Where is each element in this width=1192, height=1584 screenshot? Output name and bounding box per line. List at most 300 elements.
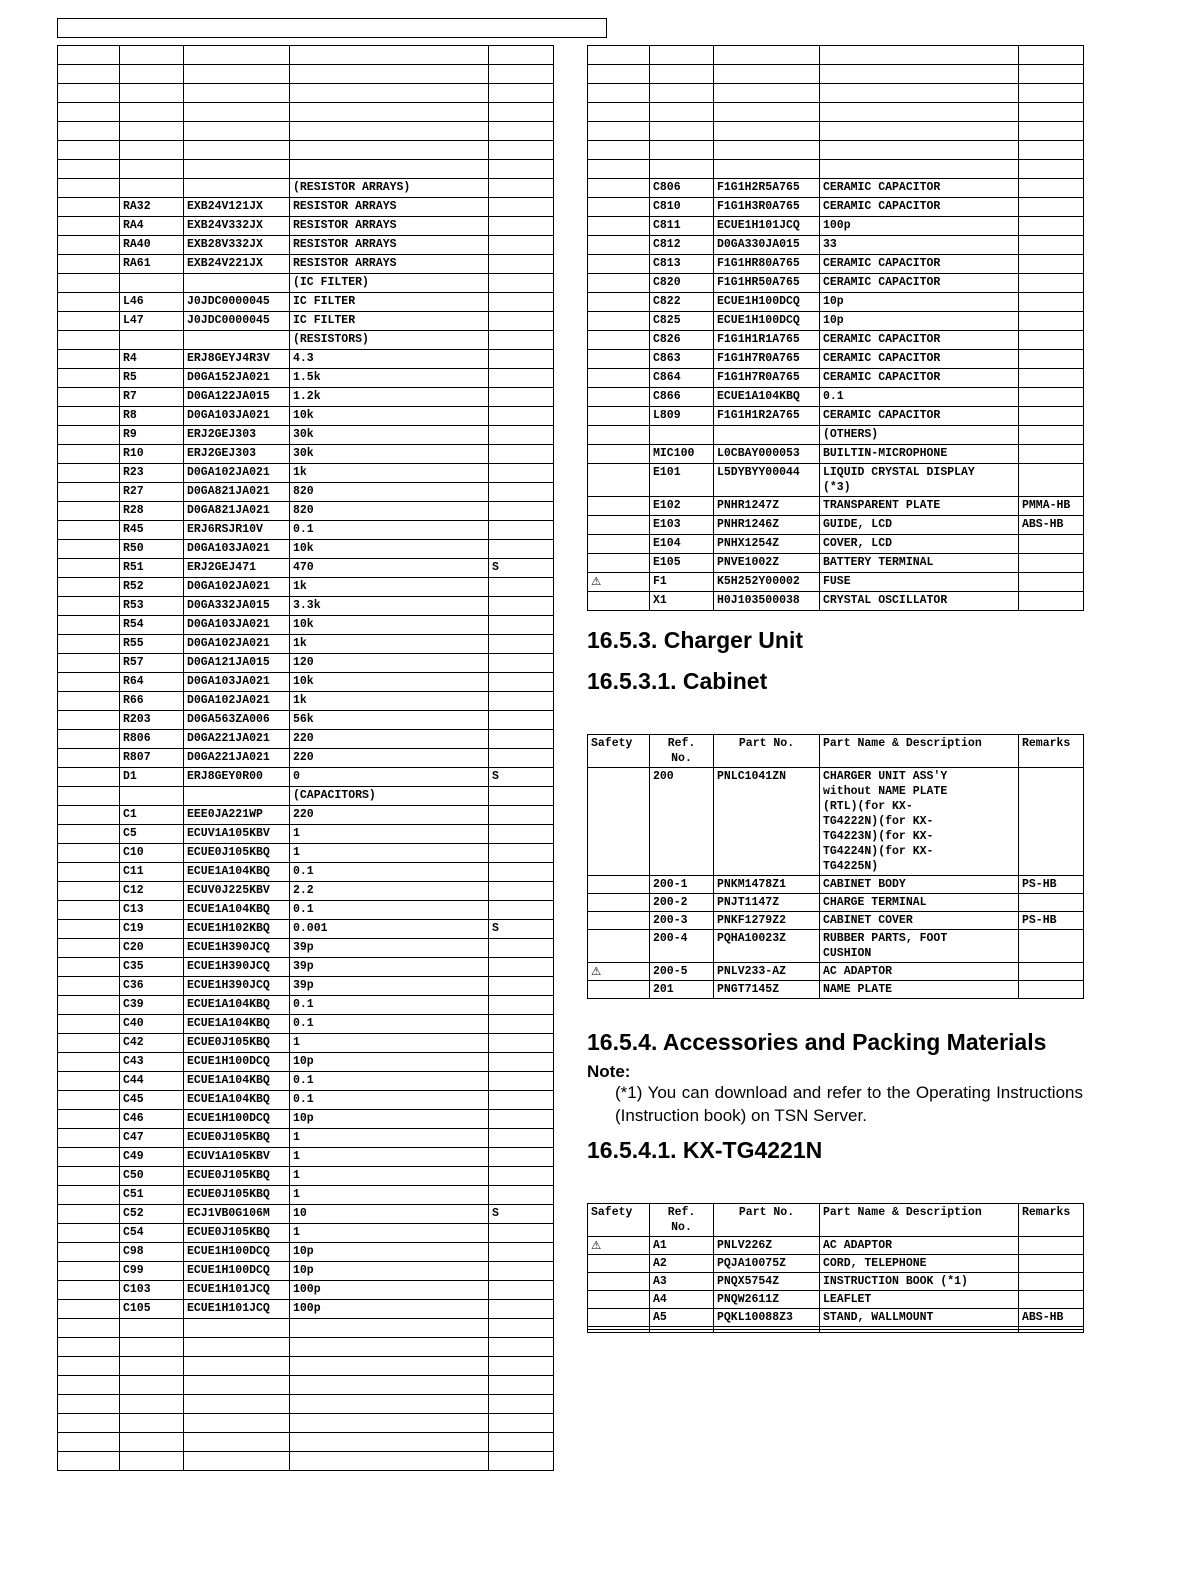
cell-ref-no: C45 <box>120 1091 184 1110</box>
cell-description: CHARGE TERMINAL <box>820 894 1019 912</box>
cell-ref-no <box>120 1452 184 1471</box>
cell-remarks <box>489 160 554 179</box>
cell-remarks <box>1019 930 1084 963</box>
cell-remarks <box>489 255 554 274</box>
cell-description: 0.1 <box>290 996 489 1015</box>
cell-safety: ⚠ <box>588 573 650 592</box>
cell-remarks <box>489 426 554 445</box>
cell-ref-no: C13 <box>120 901 184 920</box>
cell-remarks: PS-HB <box>1019 912 1084 930</box>
cell-part-no <box>184 160 290 179</box>
table-row <box>58 749 554 768</box>
cell-description: 1 <box>290 1186 489 1205</box>
cell-safety <box>58 1167 120 1186</box>
cell-remarks <box>489 654 554 673</box>
cell-description: (CAPACITORS) <box>290 787 489 806</box>
cell-remarks <box>489 1167 554 1186</box>
cell-description <box>290 46 489 65</box>
table-row <box>588 1273 1084 1291</box>
cell-safety <box>58 844 120 863</box>
cell-description: COVER, LCD <box>820 535 1019 554</box>
cell-safety <box>588 535 650 554</box>
cell-remarks <box>489 1395 554 1414</box>
cell-description: 100p <box>290 1281 489 1300</box>
cell-description: CABINET BODY <box>820 876 1019 894</box>
cell-ref-no <box>120 274 184 293</box>
cell-part-no: D0GA103JA021 <box>184 673 290 692</box>
cell-description: 470 <box>290 559 489 578</box>
cell-safety <box>58 597 120 616</box>
table-row <box>58 1376 554 1395</box>
cell-description: CERAMIC CAPACITOR <box>820 198 1019 217</box>
cell-remarks <box>489 46 554 65</box>
cell-ref-no: L47 <box>120 312 184 331</box>
cell-safety <box>58 1433 120 1452</box>
table-row <box>588 894 1084 912</box>
cell-safety <box>58 1319 120 1338</box>
table-row <box>588 274 1084 293</box>
cell-remarks <box>489 217 554 236</box>
cell-remarks <box>489 825 554 844</box>
cell-ref-no: C12 <box>120 882 184 901</box>
cell-description: RESISTOR ARRAYS <box>290 255 489 274</box>
cell-remarks <box>1019 217 1084 236</box>
table-row <box>58 616 554 635</box>
cell-remarks <box>1019 160 1084 179</box>
cell-safety <box>588 388 650 407</box>
cell-safety <box>588 160 650 179</box>
cell-description: 1 <box>290 1148 489 1167</box>
table-row <box>58 198 554 217</box>
cell-safety <box>58 882 120 901</box>
table-row <box>58 407 554 426</box>
note-text: (*1) You can download and refer to the Operating Instructions (Instruction book) on TSN Server. <box>615 1083 1083 1125</box>
cell-description: 10p <box>290 1053 489 1072</box>
cell-safety <box>58 616 120 635</box>
table-row <box>58 730 554 749</box>
cell-description: 1.2k <box>290 388 489 407</box>
table-row <box>588 84 1084 103</box>
cell-ref-no: R54 <box>120 616 184 635</box>
cell-part-no: EXB28V332JX <box>184 236 290 255</box>
cell-remarks <box>1019 350 1084 369</box>
cell-safety <box>58 1053 120 1072</box>
cell-description: 220 <box>290 749 489 768</box>
cell-safety <box>58 635 120 654</box>
cell-part-no: D0GA102JA021 <box>184 692 290 711</box>
cell-remarks <box>489 483 554 502</box>
cell-remarks <box>489 844 554 863</box>
cell-part-no: ECUE1A104KBQ <box>184 996 290 1015</box>
cell-remarks <box>489 597 554 616</box>
table-row <box>58 122 554 141</box>
cell-part-no <box>714 65 820 84</box>
table-row <box>58 882 554 901</box>
cell-remarks <box>1019 407 1084 426</box>
table-row <box>58 1110 554 1129</box>
table-row <box>58 635 554 654</box>
table-row <box>58 844 554 863</box>
cell-description: 30k <box>290 445 489 464</box>
cell-remarks <box>489 293 554 312</box>
cell-remarks <box>1019 103 1084 122</box>
cell-part-no: F1G1H7R0A765 <box>714 350 820 369</box>
cell-remarks <box>1019 981 1084 999</box>
table-row <box>58 445 554 464</box>
table-row <box>58 1186 554 1205</box>
cell-remarks <box>489 1319 554 1338</box>
table-row <box>58 559 554 578</box>
cell-safety <box>58 1034 120 1053</box>
cell-safety <box>58 369 120 388</box>
cell-remarks <box>1019 198 1084 217</box>
table-row <box>58 1414 554 1433</box>
cell-safety <box>588 274 650 293</box>
cell-safety <box>588 894 650 912</box>
cell-description <box>290 84 489 103</box>
cell-ref-no: E102 <box>650 497 714 516</box>
cell-part-no: ERJ6RSJR10V <box>184 521 290 540</box>
cell-ref-no: C35 <box>120 958 184 977</box>
cell-part-no: ECUE1H100DCQ <box>184 1262 290 1281</box>
cell-description: CABINET COVER <box>820 912 1019 930</box>
cell-remarks <box>1019 331 1084 350</box>
cell-remarks <box>489 977 554 996</box>
cell-description <box>820 103 1019 122</box>
cell-ref-no: R66 <box>120 692 184 711</box>
cell-ref-no <box>120 1338 184 1357</box>
cell-ref-no: R203 <box>120 711 184 730</box>
cell-part-no <box>184 84 290 103</box>
cell-ref-no <box>650 1330 714 1333</box>
cell-safety <box>58 977 120 996</box>
cell-part-no: L5DYBYY00044 <box>714 464 820 497</box>
cell-safety <box>58 312 120 331</box>
cell-description: LIQUID CRYSTAL DISPLAY (*3) <box>820 464 1019 497</box>
cell-safety <box>588 592 650 611</box>
cell-remarks <box>1019 369 1084 388</box>
cell-ref-no: R51 <box>120 559 184 578</box>
cell-ref-no: E105 <box>650 554 714 573</box>
cell-remarks <box>489 198 554 217</box>
col-header-part-no: Part No. <box>714 1204 820 1237</box>
cell-ref-no: C51 <box>120 1186 184 1205</box>
cell-description: IC FILTER <box>290 293 489 312</box>
cell-safety <box>58 1129 120 1148</box>
cell-safety <box>588 426 650 445</box>
cell-description: 0 <box>290 768 489 787</box>
cell-remarks <box>489 502 554 521</box>
cell-safety <box>58 1072 120 1091</box>
cell-part-no: F1G1HR50A765 <box>714 274 820 293</box>
cell-safety <box>58 122 120 141</box>
cell-safety <box>588 198 650 217</box>
cell-ref-no <box>650 84 714 103</box>
cell-remarks <box>1019 255 1084 274</box>
cell-safety <box>588 445 650 464</box>
cell-ref-no <box>120 84 184 103</box>
cell-remarks <box>489 901 554 920</box>
cell-remarks <box>489 369 554 388</box>
cell-remarks: S <box>489 559 554 578</box>
table-row <box>58 179 554 198</box>
cell-part-no: D0GA103JA021 <box>184 540 290 559</box>
table-row <box>58 426 554 445</box>
cell-remarks <box>1019 573 1084 592</box>
cell-description: (IC FILTER) <box>290 274 489 293</box>
cell-safety <box>588 981 650 999</box>
cell-part-no <box>714 1330 820 1333</box>
cell-part-no: D0GA102JA021 <box>184 635 290 654</box>
table-row <box>58 901 554 920</box>
cell-remarks <box>1019 84 1084 103</box>
cell-part-no: F1G1H1R1A765 <box>714 331 820 350</box>
cell-ref-no: E101 <box>650 464 714 497</box>
cell-ref-no: R45 <box>120 521 184 540</box>
cell-part-no: ERJ2GEJ303 <box>184 426 290 445</box>
col-header-description: Part Name & Description <box>820 1204 1019 1237</box>
table-row <box>588 445 1084 464</box>
cell-description: CRYSTAL OSCILLATOR <box>820 592 1019 611</box>
cell-description: 1.5k <box>290 369 489 388</box>
table-row <box>58 1034 554 1053</box>
cell-remarks <box>489 1110 554 1129</box>
cell-description <box>820 65 1019 84</box>
cell-safety <box>58 198 120 217</box>
cell-part-no <box>184 179 290 198</box>
cell-part-no: K5H252Y00002 <box>714 573 820 592</box>
cell-description <box>290 1357 489 1376</box>
cell-ref-no: RA4 <box>120 217 184 236</box>
cell-safety <box>58 559 120 578</box>
cell-description <box>290 122 489 141</box>
cell-ref-no: E103 <box>650 516 714 535</box>
cell-safety <box>58 540 120 559</box>
cell-description <box>290 141 489 160</box>
cell-safety <box>588 350 650 369</box>
table-row <box>588 65 1084 84</box>
cell-description: CERAMIC CAPACITOR <box>820 350 1019 369</box>
cell-ref-no: C40 <box>120 1015 184 1034</box>
cell-ref-no <box>120 103 184 122</box>
cell-ref-no <box>120 1433 184 1452</box>
col-header-ref: Ref. No. <box>650 735 714 768</box>
cell-remarks <box>489 122 554 141</box>
table-row <box>58 920 554 939</box>
table-row <box>58 1129 554 1148</box>
cell-remarks <box>489 103 554 122</box>
cell-description <box>820 141 1019 160</box>
cell-ref-no: R28 <box>120 502 184 521</box>
cell-safety <box>58 1414 120 1433</box>
cell-safety <box>58 1205 120 1224</box>
cell-part-no: PQJA10075Z <box>714 1255 820 1273</box>
table-row <box>58 141 554 160</box>
cell-ref-no: C105 <box>120 1300 184 1319</box>
table-row <box>588 331 1084 350</box>
cell-ref-no: A5 <box>650 1309 714 1327</box>
cell-remarks <box>1019 312 1084 331</box>
cell-ref-no: R5 <box>120 369 184 388</box>
cell-part-no <box>184 331 290 350</box>
cell-part-no: ECUE0J105KBQ <box>184 1129 290 1148</box>
cell-remarks <box>489 1414 554 1433</box>
cell-safety <box>588 497 650 516</box>
cell-ref-no: R64 <box>120 673 184 692</box>
table-row <box>588 516 1084 535</box>
cell-safety <box>588 912 650 930</box>
cell-safety <box>58 1015 120 1034</box>
cell-part-no <box>184 46 290 65</box>
cell-remarks <box>489 806 554 825</box>
cell-description: (RESISTOR ARRAYS) <box>290 179 489 198</box>
cell-remarks <box>489 1015 554 1034</box>
cell-safety <box>58 407 120 426</box>
cell-part-no: PNJT1147Z <box>714 894 820 912</box>
cell-part-no: ECUE1A104KBQ <box>184 1015 290 1034</box>
cell-remarks <box>489 1224 554 1243</box>
cell-remarks <box>1019 1255 1084 1273</box>
cell-safety <box>588 369 650 388</box>
cell-description: CERAMIC CAPACITOR <box>820 274 1019 293</box>
cell-safety <box>58 1357 120 1376</box>
cell-ref-no <box>650 122 714 141</box>
cell-remarks <box>489 350 554 369</box>
cell-part-no: ECUE1H390JCQ <box>184 939 290 958</box>
parts-table-right <box>587 45 1084 611</box>
table-row <box>588 122 1084 141</box>
cell-description: TRANSPARENT PLATE <box>820 497 1019 516</box>
cell-remarks <box>489 1281 554 1300</box>
cell-remarks <box>489 274 554 293</box>
table-row <box>58 1053 554 1072</box>
page-header-box <box>57 18 607 38</box>
cell-description <box>290 1376 489 1395</box>
cell-safety <box>588 464 650 497</box>
cell-description: CHARGER UNIT ASS'Y without NAME PLATE (RTL)(for KX- TG4222N)(for KX- TG4223N)(for KX- TG4224N)(for KX- TG4225N) <box>820 768 1019 876</box>
cell-description: 4.3 <box>290 350 489 369</box>
cell-description: 10p <box>290 1110 489 1129</box>
table-row <box>58 806 554 825</box>
cell-part-no: EXB24V121JX <box>184 198 290 217</box>
cell-ref-no: 200 <box>650 768 714 876</box>
cell-remarks: S <box>489 768 554 787</box>
cell-ref-no: C1 <box>120 806 184 825</box>
cell-description: 0.1 <box>290 901 489 920</box>
cell-safety <box>588 1255 650 1273</box>
cell-part-no: D0GA221JA021 <box>184 730 290 749</box>
table-row <box>588 573 1084 592</box>
cell-description: 220 <box>290 730 489 749</box>
table-row <box>588 426 1084 445</box>
cell-ref-no: R52 <box>120 578 184 597</box>
cell-remarks <box>1019 293 1084 312</box>
table-row <box>58 521 554 540</box>
cell-ref-no: RA40 <box>120 236 184 255</box>
table-row <box>58 1167 554 1186</box>
cell-remarks <box>489 312 554 331</box>
cell-part-no: ERJ2GEJ471 <box>184 559 290 578</box>
table-row <box>58 65 554 84</box>
cell-safety <box>58 1376 120 1395</box>
cell-safety <box>588 141 650 160</box>
cell-description: CERAMIC CAPACITOR <box>820 369 1019 388</box>
heading-cabinet: 16.5.3.1. Cabinet <box>587 668 768 694</box>
cell-part-no: ERJ2GEJ303 <box>184 445 290 464</box>
cell-remarks <box>489 578 554 597</box>
cell-safety <box>58 1110 120 1129</box>
cell-part-no: ECUE1H100DCQ <box>714 312 820 331</box>
cell-safety <box>588 312 650 331</box>
cell-description <box>820 160 1019 179</box>
cell-safety <box>58 521 120 540</box>
cell-safety <box>588 84 650 103</box>
cell-safety <box>588 46 650 65</box>
cell-ref-no: C46 <box>120 1110 184 1129</box>
cell-description: CERAMIC CAPACITOR <box>820 179 1019 198</box>
cell-safety <box>58 1281 120 1300</box>
cell-description <box>290 1414 489 1433</box>
cell-part-no <box>184 1338 290 1357</box>
cell-safety <box>58 939 120 958</box>
table-row <box>58 103 554 122</box>
cell-part-no <box>714 160 820 179</box>
cell-remarks <box>489 1376 554 1395</box>
cell-ref-no: C103 <box>120 1281 184 1300</box>
cell-safety <box>58 654 120 673</box>
cell-ref-no <box>650 141 714 160</box>
cell-ref-no: C5 <box>120 825 184 844</box>
cell-part-no <box>184 103 290 122</box>
cell-safety <box>588 65 650 84</box>
cell-part-no <box>184 1433 290 1452</box>
cell-safety <box>588 1309 650 1327</box>
cell-part-no: PNKF1279Z2 <box>714 912 820 930</box>
cell-remarks <box>489 1300 554 1319</box>
cell-ref-no <box>120 160 184 179</box>
table-row <box>588 236 1084 255</box>
cell-ref-no: C825 <box>650 312 714 331</box>
cell-part-no: PNLV226Z <box>714 1237 820 1255</box>
cell-part-no: PNKM1478Z1 <box>714 876 820 894</box>
cell-remarks <box>1019 1291 1084 1309</box>
table-row <box>588 160 1084 179</box>
cell-safety <box>58 749 120 768</box>
cell-description: BATTERY TERMINAL <box>820 554 1019 573</box>
cell-safety <box>58 863 120 882</box>
table-row <box>588 1237 1084 1255</box>
cell-part-no: D0GA122JA015 <box>184 388 290 407</box>
cell-remarks <box>489 749 554 768</box>
cell-ref-no: C812 <box>650 236 714 255</box>
cell-ref-no: F1 <box>650 573 714 592</box>
cell-part-no: F1G1H2R5A765 <box>714 179 820 198</box>
cell-part-no: J0JDC0000045 <box>184 293 290 312</box>
cell-description: CERAMIC CAPACITOR <box>820 255 1019 274</box>
cell-safety <box>58 1091 120 1110</box>
cell-description <box>820 1330 1019 1333</box>
cell-safety <box>58 388 120 407</box>
cell-ref-no <box>650 426 714 445</box>
cell-ref-no: C864 <box>650 369 714 388</box>
cell-remarks <box>489 711 554 730</box>
cell-safety <box>58 958 120 977</box>
table-row <box>58 1433 554 1452</box>
cell-remarks <box>1019 963 1084 981</box>
table-row <box>588 369 1084 388</box>
table-row <box>58 578 554 597</box>
cell-description: 0.001 <box>290 920 489 939</box>
